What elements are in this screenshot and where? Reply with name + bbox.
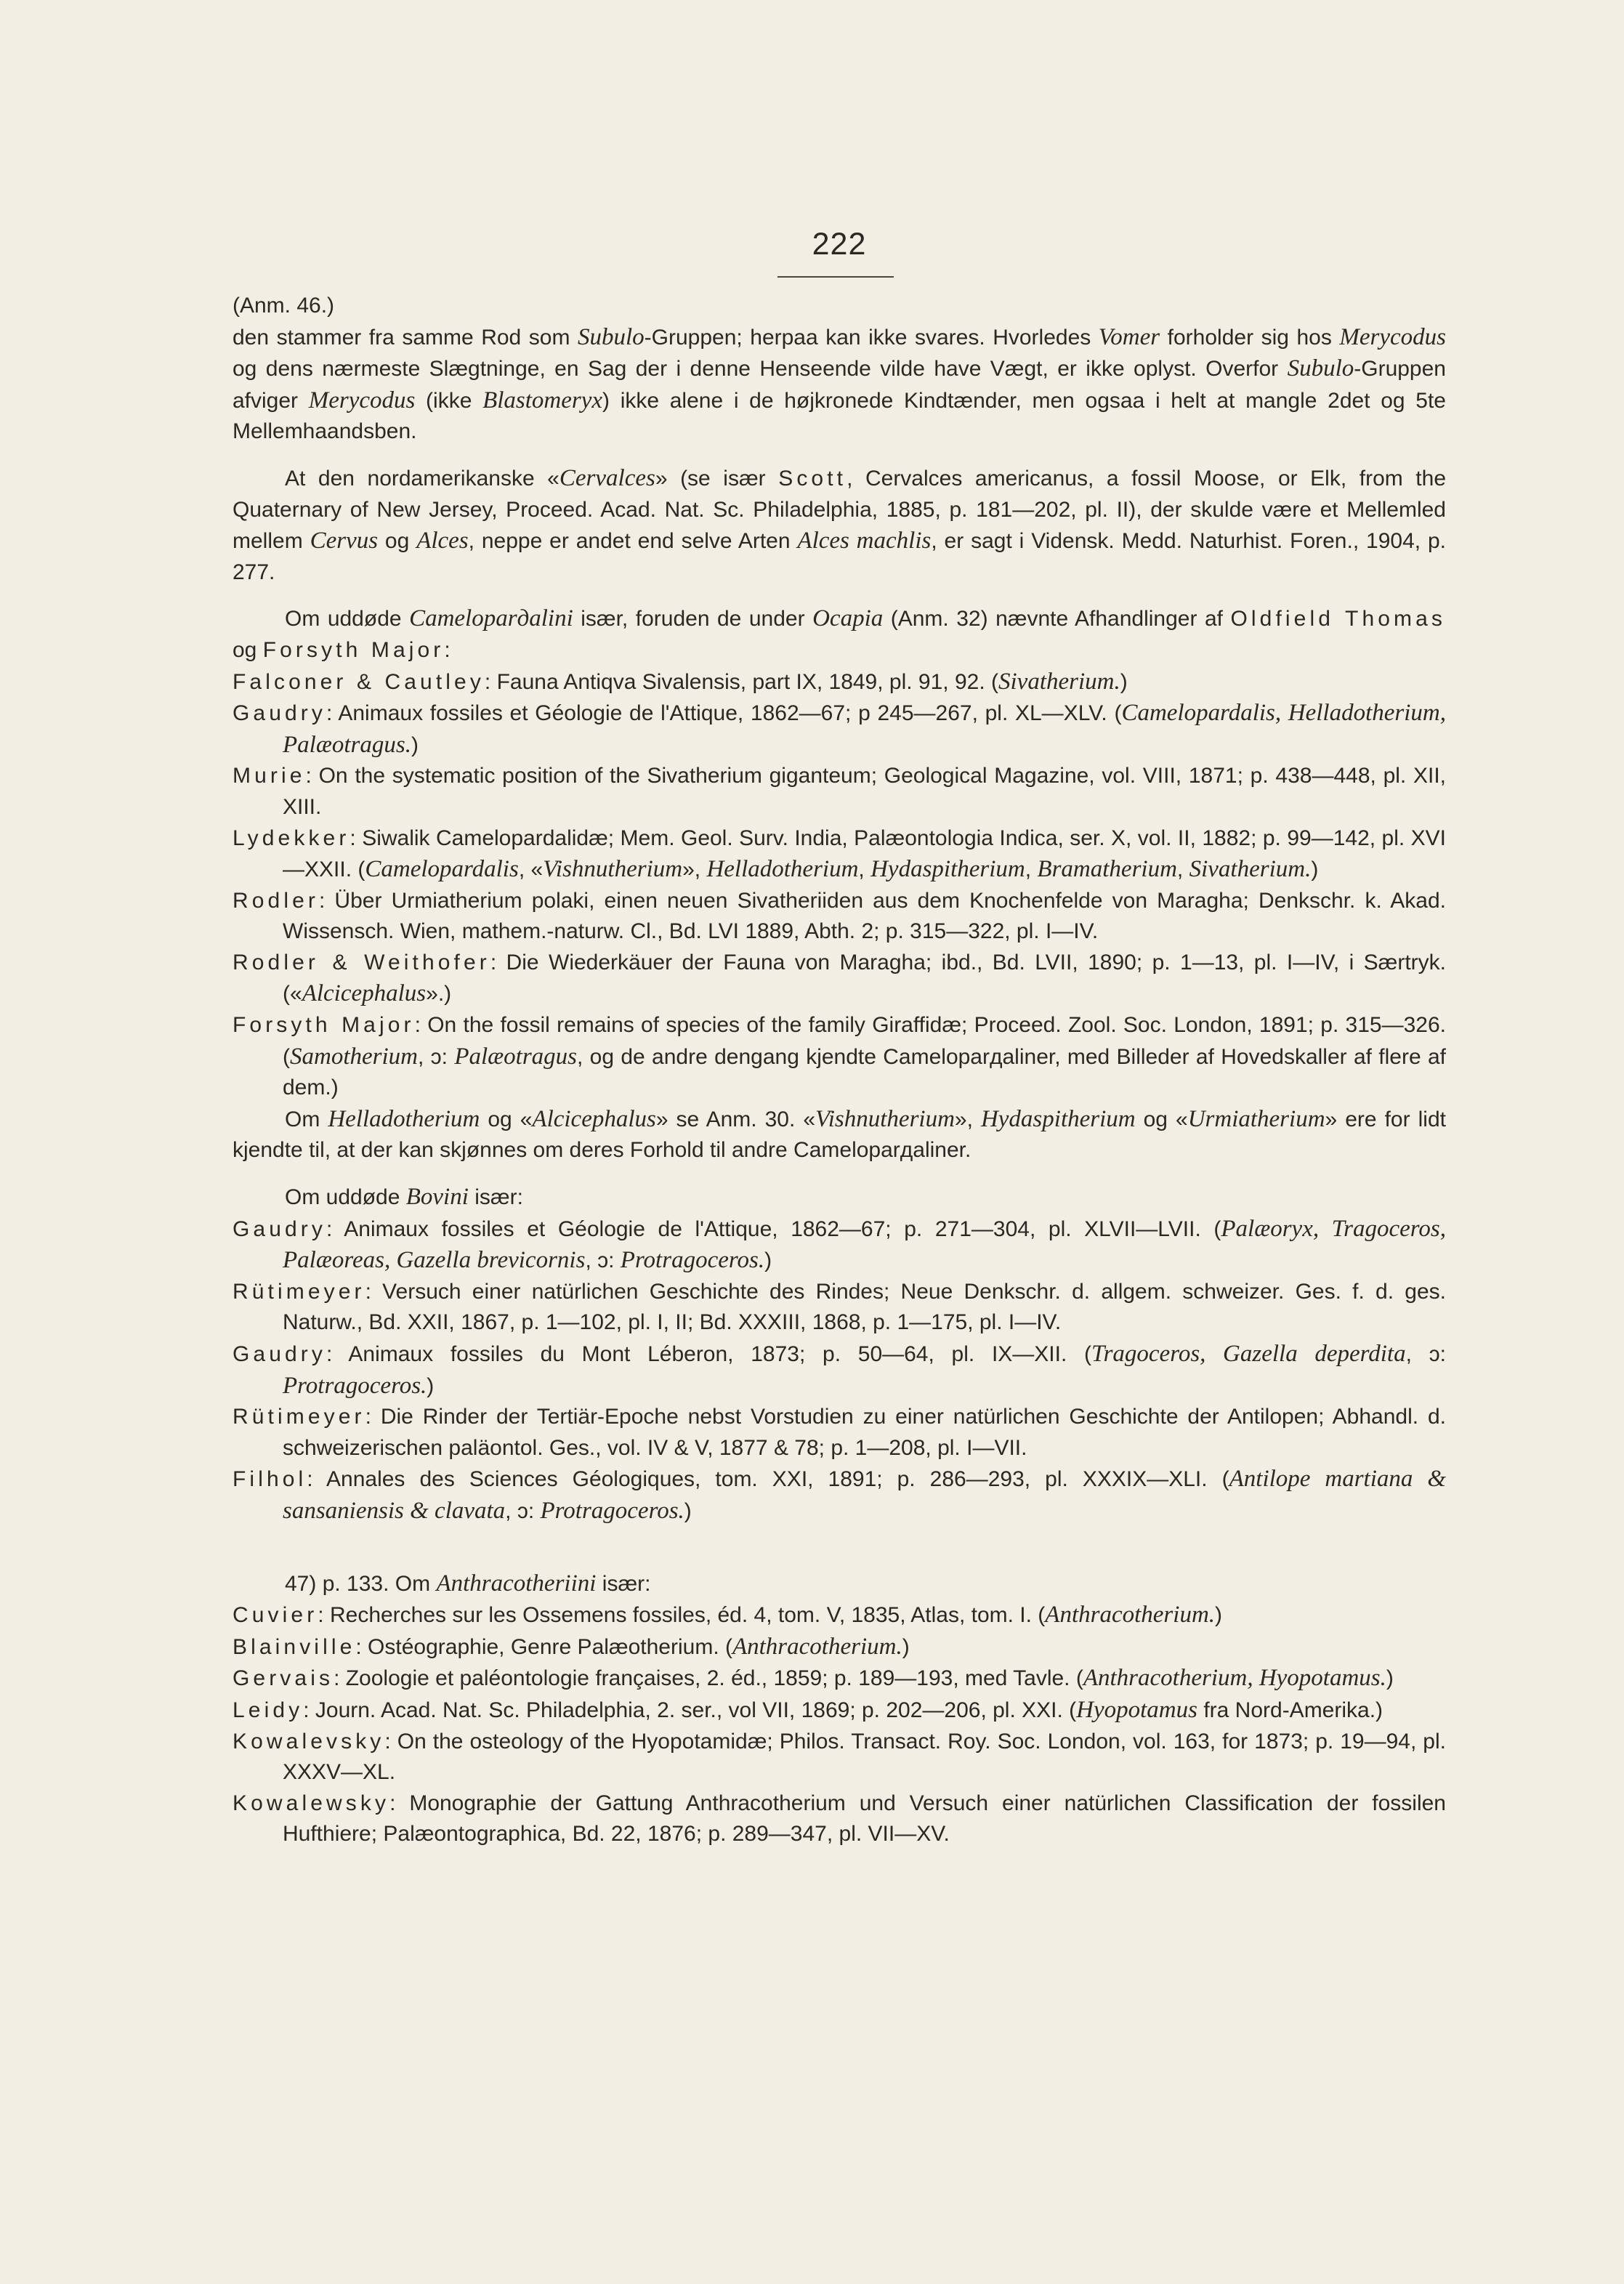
reference-entry: Rodler & Weithofer: Die Wiederkäuer der Fauna von Maragha; ibd., Bd. LVII, 1890; p. 1—13, pl. I—IV, i Særtryk. («Alcicephalus».) — [233, 950, 1446, 1007]
note-number: 47 — [285, 1571, 310, 1596]
reference-entry: Kowalewsky: Monographie der Gattung Anthracotherium und Versuch einer natürlichen Classification der fossilen Hufthiere; Palæontographica, Bd. 22, 1876; p. 289—347, pl. VII—XV. — [233, 1791, 1446, 1847]
reference-entry: Gaudry: Animaux fossiles et Géologie de l'Attique, 1862—67; p 245—267, pl. XL—XLV. (Camelopardalis, Helladotherium, Palæotragus.) — [233, 700, 1446, 758]
page-number: 222 — [812, 227, 867, 262]
reference-entry: Rodler: Über Urmiatherium polaki, einen neuen Sivatheriiden aus dem Knochenfelde von Maragha; Denkschr. k. Akad. Wissensch. Wien, mathem.-naturw. Cl., Bd. LVI 1889, Abth. 2; p. 315—322, pl. I—IV. — [233, 888, 1446, 944]
reference-entry: Rütimeyer: Die Rinder der Tertiär-Epoche nebst Vorstudien zu einer natürlichen Geschichte der Antilopen; Abhandl. d. schweizerischen paläontol. Ges., vol. IV & V, 1877 & 78; p. 1—208, pl. I—VII. — [233, 1405, 1446, 1460]
reference-entry: Cuvier: Recherches sur les Ossemens fossiles, éd. 4, tom. V, 1835, Atlas, tom. I. (Anthracotherium.) — [233, 1602, 1223, 1629]
paragraph-cameloparдalini: Om uddøde Cameloparдalini især, foruden de under Ocapia (Anm. 32) nævnte Afhandlinger af Oldfield Thomas og Forsyth Major: — [233, 605, 1447, 662]
reference-entry: Gervais: Zoologie et paléontologie françaises, 2. éd., 1859; p. 189—193, med Tavle. (Anthracotherium, Hyopotamus.) — [233, 1665, 1394, 1692]
reference-entry: Falconer & Cautley: Fauna Antiqva Sivalensis, part IX, 1849, pl. 91, 92. (Sivatherium.) — [233, 668, 1128, 695]
reference-entry: Forsyth Major: On the fossil remains of species of the family Giraffidæ; Proceed. Zool. Soc. London, 1891; p. 315—326. (Samotherium, ɔ: Palæotragus, og de andre dengang kjendte Cameloparдaliner, med Billeder af Hovedskaller af flere af dem.) — [233, 1013, 1446, 1100]
header-rule — [777, 276, 894, 278]
reference-entry: Gaudry: Animaux fossiles du Mont Léberon, 1873; p. 50—64, pl. IX—XII. (Tragoceros, Gazella deperdita, ɔ: Protragoceros.) — [233, 1341, 1446, 1399]
reference-entry: Filhol: Annales des Sciences Géologiques, tom. XXI, 1891; p. 286—293, pl. XXXIX—XLI. (Antilope martiana & sansaniensis & clavata, ɔ: Protragoceros.) — [233, 1466, 1447, 1524]
paragraph-helladotherium: Om Helladotherium og «Alcicephalus» se Anm. 30. «Vishnutherium», Hydaspitherium og «Urmiatherium» ere for lidt kjendte til, at der kan skjønnes om deres Forhold til andre Cameloparдaliner. — [233, 1105, 1446, 1163]
paragraph-cervalces: At den nordamerikanske «Cervalces» (se især Scott, Cervalces americanus, a fossil Moose, or Elk, from the Quaternary of New Jersey, Proceed. Acad. Nat. Sc. Philadelphia, 1885, p. 181—202, pl. II), der skulde være et Mellemled mellem Cervus og Alces, neppe er andet end selve Arten Alces machlis, er sagt i Vidensk. Medd. Naturhist. Foren., 1904, p. 277. — [233, 464, 1447, 584]
reference-entry: Gaudry: Animaux fossiles et Géologie de l'Attique, 1862—67; p. 271—304, pl. XLVII—LVII. (Palæoryx, Tragoceros, Palæoreas, Gazella brevicornis, ɔ: Protragoceros.) — [233, 1215, 1446, 1274]
paragraph-subulo: den stammer fra samme Rod som Subulo-Gruppen; herpaa kan ikke svares. Hvorledes Vomer forholder sig hos Merycodus og dens nærmeste Slægtninge, en Sag der i denne Henseende vilde have Vægt, er ikke oplyst. Overfor Subulo-Gruppen afviger Merycodus (ikke Blastomeryx) ikke alene i de højkronede Kindtænder, men ogsaa i helt at mangle 2det og 5te Mellemhaandsben. — [233, 323, 1446, 444]
paragraph-bovini: Om uddøde Bovini især: — [285, 1184, 523, 1211]
reference-entry: Murie: On the systematic position of the Sivatherium giganteum; Geological Magazine, vol. VIII, 1871; p. 438—448, pl. XII, XIII. — [233, 764, 1446, 819]
reference-entry: Blainville: Ostéographie, Genre Palæotherium. (Anthracotherium.) — [233, 1633, 910, 1660]
body-text — [233, 291, 1446, 1850]
note-47-heading: 47) p. 133. Om Anthracotheriini især: — [285, 1570, 651, 1597]
reference-entry: Lydekker: Siwalik Camelopardalidæ; Mem. Geol. Surv. India, Palæontologia Indica, ser. X, vol. II, 1882; p. 99—142, pl. XVI—XXII. (Camelopardalis, «Vishnutherium», Helladotherium, Hydaspitherium, Bramatherium, Sivatherium.) — [233, 826, 1446, 883]
reference-entry: Rütimeyer: Versuch einer natürlichen Geschichte des Rindes; Neue Denkschr. d. allgem. schweizer. Ges. f. d. ges. Naturw., Bd. XXII, 1867, p. 1—102, pl. I, II; Bd. XXXIII, 1868, p. 1—175, pl. I—IV. — [233, 1279, 1446, 1335]
reference-entry: Leidy: Journ. Acad. Nat. Sc. Philadelphia, 2. ser., vol VII, 1869; p. 202—206, pl. XXI. (Hyopotamus fra Nord-Amerika.) — [233, 1696, 1383, 1723]
anm-label: (Anm. 46.) — [233, 294, 335, 318]
reference-entry: Kowalevsky: On the osteology of the Hyopotamidæ; Philos. Transact. Roy. Soc. London, vol. 163, for 1873; p. 19—94, pl. XXXV—XL. — [233, 1729, 1446, 1785]
